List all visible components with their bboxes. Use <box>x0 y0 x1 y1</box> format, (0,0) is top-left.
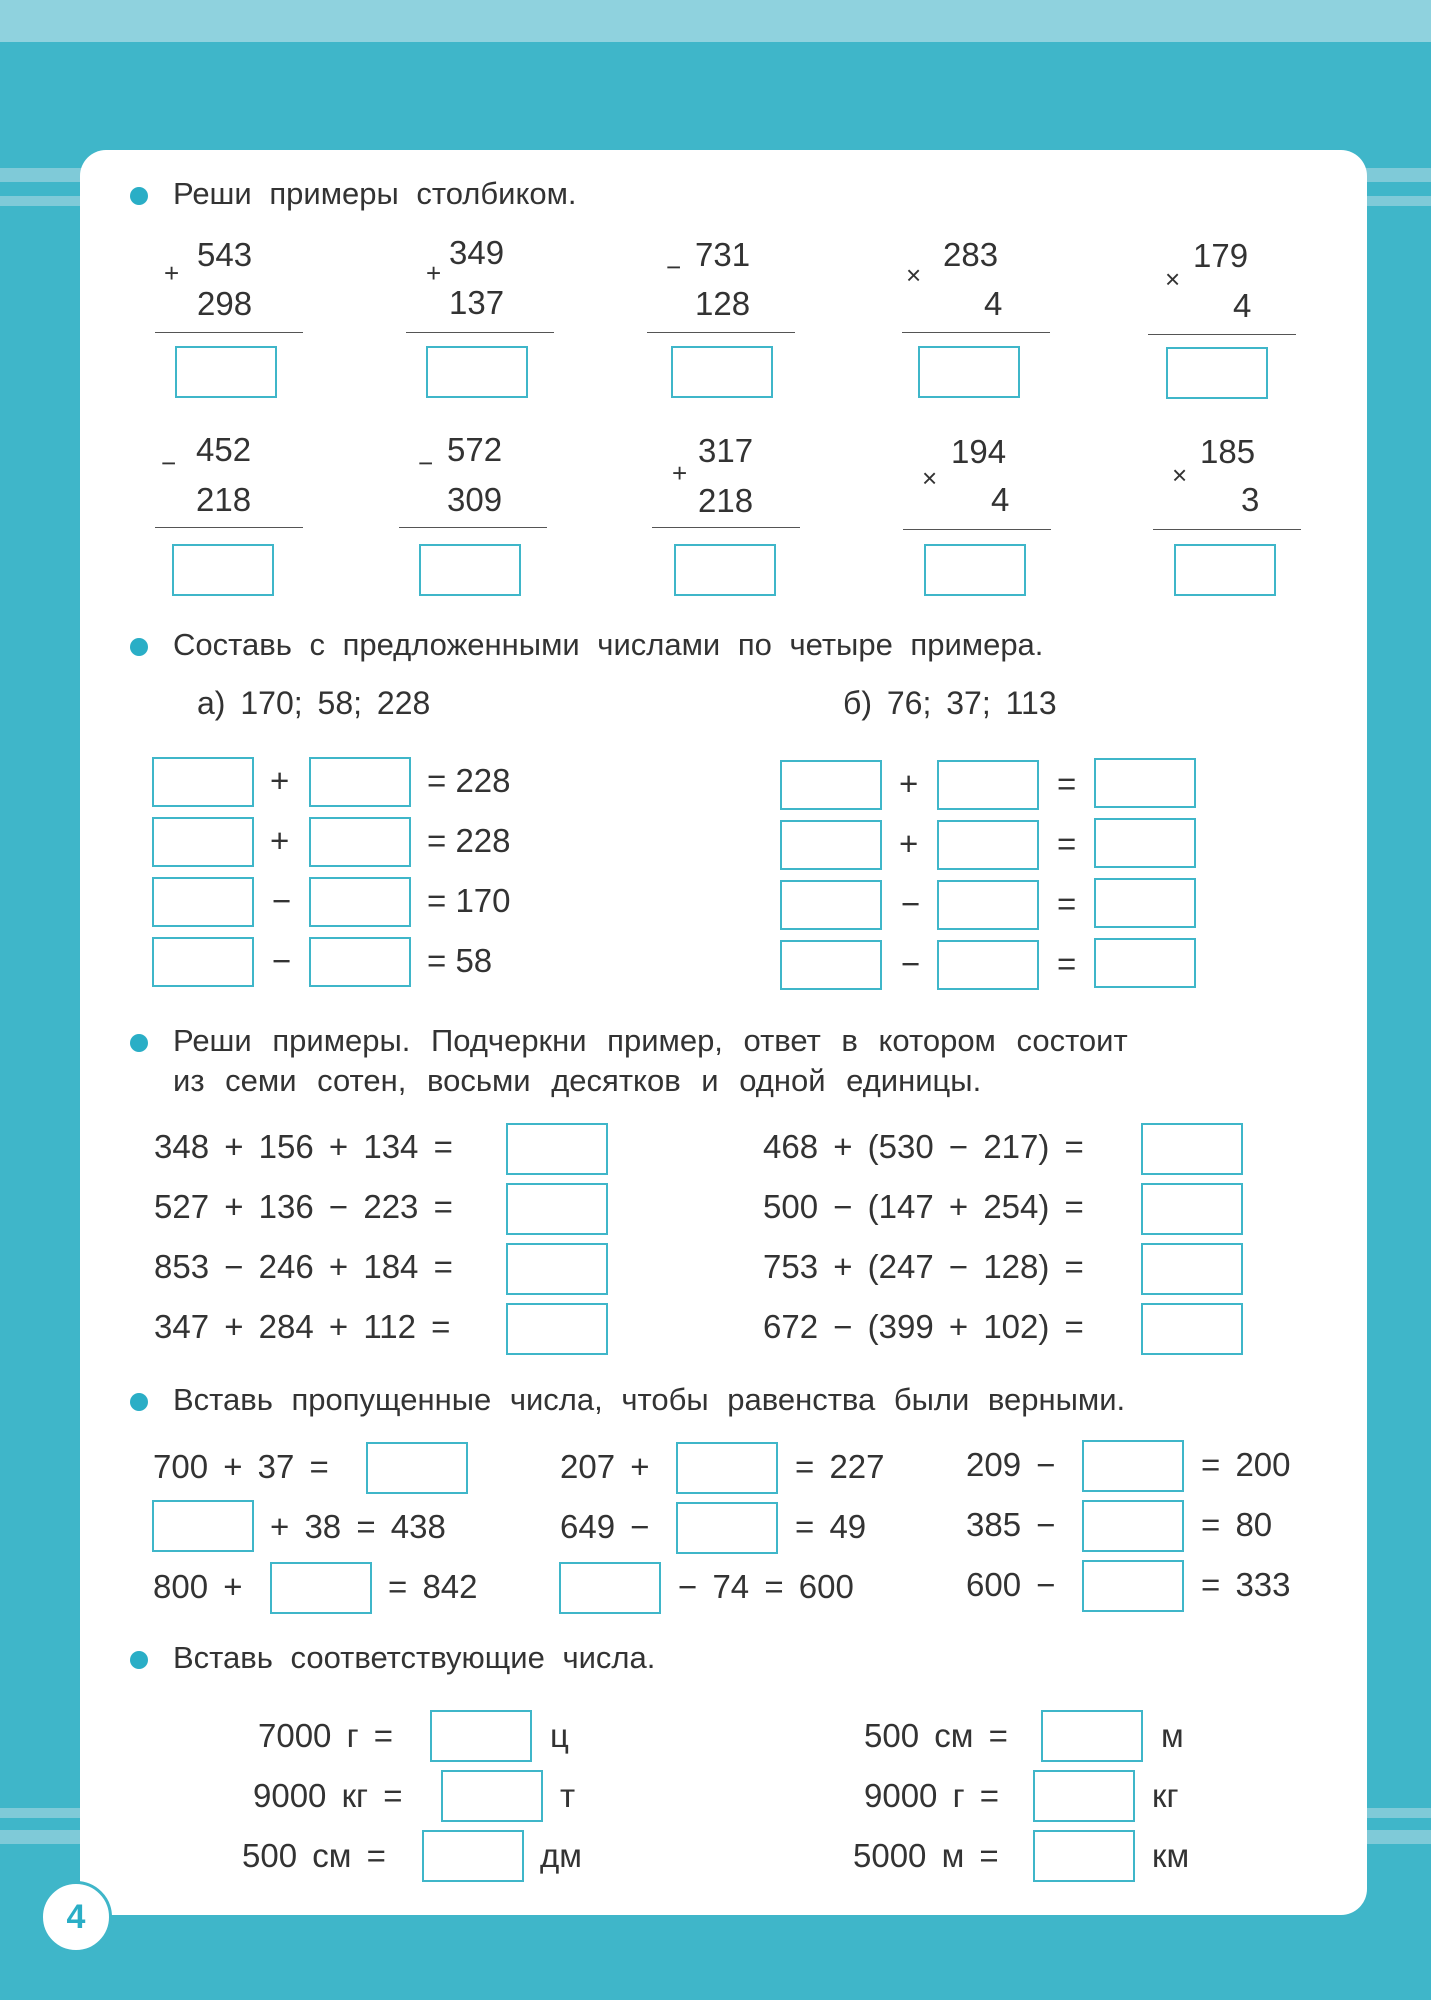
equation-part: 207 + <box>560 1448 650 1485</box>
operator: + <box>270 822 290 859</box>
blank-box[interactable] <box>780 760 882 810</box>
equation-part: = 80 <box>1201 1506 1273 1543</box>
result: = 170 <box>427 882 511 919</box>
unit: т <box>560 1777 576 1814</box>
task2-a-numbers: а) 170; 58; 228 <box>197 685 431 721</box>
answer-box[interactable] <box>674 544 776 596</box>
blank-box[interactable] <box>152 1500 254 1552</box>
task3-heading-line1: Реши примеры. Подчеркни пример, ответ в котором состоит <box>173 1023 1128 1058</box>
blank-box[interactable] <box>1082 1440 1184 1492</box>
operator: − <box>666 252 682 282</box>
answer-box[interactable] <box>172 544 274 596</box>
answer-box[interactable] <box>924 544 1026 596</box>
unit: дм <box>540 1837 582 1874</box>
blank-box[interactable] <box>309 817 411 867</box>
answer-box[interactable] <box>1174 544 1276 596</box>
expression: 672 − (399 + 102) = <box>763 1308 1084 1345</box>
answer-box[interactable] <box>506 1243 608 1295</box>
operand-a: 179 <box>1193 237 1249 274</box>
operator: × <box>906 260 922 290</box>
equals: = <box>1057 945 1077 982</box>
blank-box[interactable] <box>780 880 882 930</box>
blank-box[interactable] <box>676 1502 778 1554</box>
equation-part: 800 + <box>153 1568 243 1605</box>
blank-box[interactable] <box>780 940 882 990</box>
answer-box[interactable] <box>918 346 1020 398</box>
operand-b: 298 <box>197 285 253 322</box>
answer-box[interactable] <box>430 1710 532 1762</box>
result: = 228 <box>427 762 511 799</box>
operand-a: 731 <box>695 236 751 273</box>
operator: − <box>272 942 292 979</box>
operand-b: 137 <box>449 284 505 321</box>
expression: 500 − (147 + 254) = <box>763 1188 1084 1225</box>
task4-heading: Вставь пропущенные числа, чтобы равенства были верными. <box>173 1382 1126 1417</box>
sum-line <box>406 332 554 333</box>
answer-box[interactable] <box>1141 1183 1243 1235</box>
blank-box[interactable] <box>937 820 1039 870</box>
bullet-icon <box>130 1034 148 1052</box>
sum-line <box>652 527 800 528</box>
blank-box[interactable] <box>676 1442 778 1494</box>
operand-a: 317 <box>698 432 754 469</box>
blank-box[interactable] <box>1094 758 1196 808</box>
bullet-icon <box>130 1651 148 1669</box>
operand-a: 543 <box>197 236 253 273</box>
answer-box[interactable] <box>506 1183 608 1235</box>
blank-box[interactable] <box>152 877 254 927</box>
equation-part: 700 + 37 = <box>153 1448 329 1485</box>
answer-box[interactable] <box>419 544 521 596</box>
equals: = <box>1057 765 1077 802</box>
result: = 58 <box>427 942 493 979</box>
operand-b: 218 <box>698 482 754 519</box>
operator: × <box>1172 460 1188 490</box>
blank-box[interactable] <box>270 1562 372 1614</box>
operand-b: 309 <box>447 481 503 518</box>
operand-b: 128 <box>695 285 751 322</box>
equation-part: = 227 <box>795 1448 885 1485</box>
sum-line <box>1153 529 1301 530</box>
equation-part: 600 − <box>966 1566 1056 1603</box>
operator: × <box>1165 264 1181 294</box>
equation-part: 649 − <box>560 1508 650 1545</box>
quantity: 9000 кг = <box>253 1777 403 1814</box>
operator: + <box>899 765 919 802</box>
answer-box[interactable] <box>1141 1303 1243 1355</box>
task1-heading: Реши примеры столбиком. <box>173 176 577 211</box>
expression: 468 + (530 − 217) = <box>763 1128 1084 1165</box>
task2-b-numbers: б) 76; 37; 113 <box>843 685 1057 721</box>
operator: + <box>270 762 290 799</box>
operand-b: 4 <box>1233 287 1252 324</box>
operator: + <box>672 458 688 488</box>
unit: кг <box>1152 1777 1179 1814</box>
operand-a: 185 <box>1200 433 1256 470</box>
quantity: 7000 г = <box>258 1717 394 1754</box>
equation-part: = 842 <box>388 1568 478 1605</box>
answer-box[interactable] <box>441 1770 543 1822</box>
expression: 753 + (247 − 128) = <box>763 1248 1084 1285</box>
operand-a: 452 <box>196 431 252 468</box>
answer-box[interactable] <box>506 1303 608 1355</box>
blank-box[interactable] <box>559 1562 661 1614</box>
blank-box[interactable] <box>152 817 254 867</box>
blank-box[interactable] <box>309 757 411 807</box>
page-number: 4 <box>40 1881 112 1953</box>
operator: + <box>164 258 180 288</box>
answer-box[interactable] <box>175 346 277 398</box>
blank-box[interactable] <box>1082 1500 1184 1552</box>
equation-part: = 333 <box>1201 1566 1291 1603</box>
answer-box[interactable] <box>1033 1830 1135 1882</box>
equals: = <box>1057 825 1077 862</box>
sum-line <box>399 527 547 528</box>
sum-line <box>647 332 795 333</box>
unit: ц <box>550 1717 569 1754</box>
top-band <box>0 0 1431 42</box>
operand-a: 283 <box>943 236 999 273</box>
blank-box[interactable] <box>152 757 254 807</box>
blank-box[interactable] <box>1094 878 1196 928</box>
operator: × <box>922 463 938 493</box>
quantity: 500 см = <box>864 1717 1008 1754</box>
blank-box[interactable] <box>366 1442 468 1494</box>
sum-line <box>902 332 1050 333</box>
equation-part: + 38 = 438 <box>270 1508 446 1545</box>
operand-b: 3 <box>1241 481 1260 518</box>
equation-part: 209 − <box>966 1446 1056 1483</box>
operator: + <box>426 258 442 288</box>
expression: 527 + 136 − 223 = <box>154 1188 453 1225</box>
operator: − <box>272 882 292 919</box>
equals: = <box>1057 885 1077 922</box>
operator: − <box>161 448 177 478</box>
answer-box[interactable] <box>426 346 528 398</box>
operator: − <box>901 885 921 922</box>
bullet-icon <box>130 1393 148 1411</box>
blank-box[interactable] <box>780 820 882 870</box>
operand-b: 4 <box>991 481 1010 518</box>
sum-line <box>155 332 303 333</box>
task5-heading: Вставь соответствующие числа. <box>173 1640 656 1675</box>
bullet-icon <box>130 187 148 205</box>
quantity: 9000 г = <box>864 1777 1000 1814</box>
answer-box[interactable] <box>1141 1243 1243 1295</box>
equation-part: − 74 = 600 <box>678 1568 854 1605</box>
blank-box[interactable] <box>1094 938 1196 988</box>
answer-box[interactable] <box>506 1123 608 1175</box>
unit: км <box>1152 1837 1190 1874</box>
result: = 228 <box>427 822 511 859</box>
quantity: 5000 м = <box>853 1837 999 1874</box>
operator: + <box>899 825 919 862</box>
answer-box[interactable] <box>1033 1770 1135 1822</box>
blank-box[interactable] <box>152 937 254 987</box>
operand-b: 4 <box>984 285 1003 322</box>
blank-box[interactable] <box>1082 1560 1184 1612</box>
task3-heading-line2: из семи сотен, восьми десятков и одной единицы. <box>173 1063 982 1098</box>
blank-box[interactable] <box>937 880 1039 930</box>
sum-line <box>1148 334 1296 335</box>
operator: − <box>418 448 434 478</box>
equation-part: = 49 <box>795 1508 867 1545</box>
equation-part: = 200 <box>1201 1446 1291 1483</box>
operand-a: 194 <box>951 433 1007 470</box>
expression: 853 − 246 + 184 = <box>154 1248 453 1285</box>
expression: 347 + 284 + 112 = <box>154 1308 451 1345</box>
task2-heading: Составь с предложенными числами по четыре примера. <box>173 627 1044 662</box>
operand-a: 572 <box>447 431 503 468</box>
blank-box[interactable] <box>1094 818 1196 868</box>
blank-box[interactable] <box>309 877 411 927</box>
quantity: 500 см = <box>242 1837 386 1874</box>
bullet-icon <box>130 638 148 656</box>
unit: м <box>1161 1717 1184 1754</box>
sum-line <box>155 527 303 528</box>
answer-box[interactable] <box>1166 347 1268 399</box>
equation-part: 385 − <box>966 1506 1056 1543</box>
answer-box[interactable] <box>422 1830 524 1882</box>
operator: − <box>901 945 921 982</box>
operand-a: 349 <box>449 234 505 271</box>
expression: 348 + 156 + 134 = <box>154 1128 453 1165</box>
blank-box[interactable] <box>937 940 1039 990</box>
blank-box[interactable] <box>309 937 411 987</box>
answer-box[interactable] <box>1041 1710 1143 1762</box>
blank-box[interactable] <box>937 760 1039 810</box>
answer-box[interactable] <box>1141 1123 1243 1175</box>
sum-line <box>903 529 1051 530</box>
answer-box[interactable] <box>671 346 773 398</box>
operand-b: 218 <box>196 481 252 518</box>
